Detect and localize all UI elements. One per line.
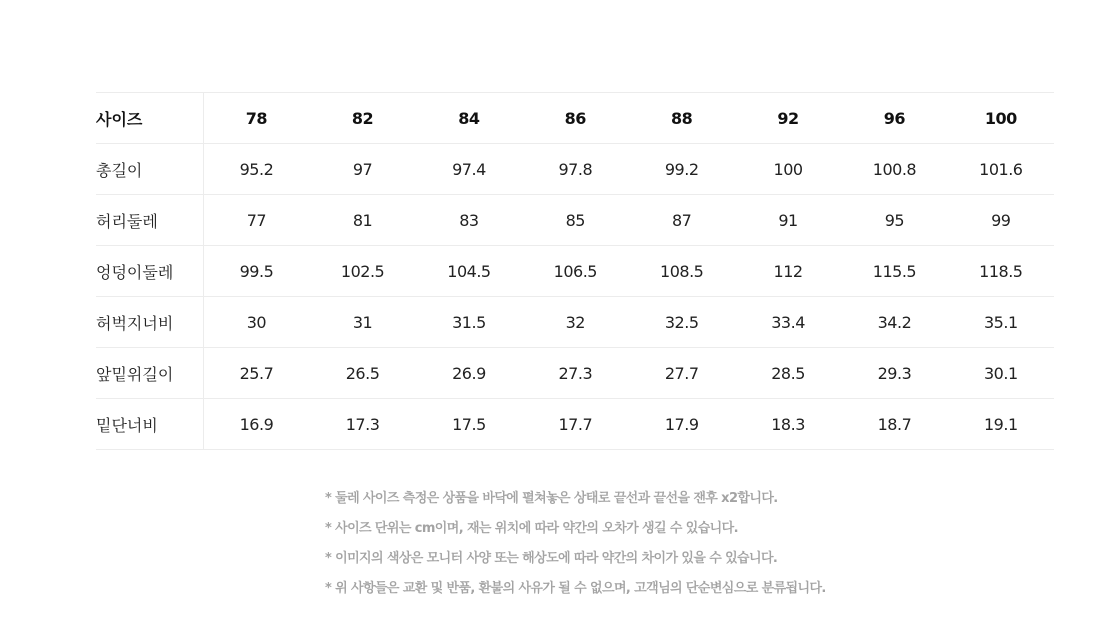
table-cell: 104.5	[416, 246, 522, 297]
table-cell: 32	[522, 297, 628, 348]
note-item: * 둘레 사이즈 측정은 상품을 바닥에 펼쳐놓은 상태로 끝선과 끝선을 잰후 x2합니다.	[325, 491, 778, 506]
size-header-cell: 86	[522, 93, 628, 144]
row-label: 허리둘레	[96, 195, 203, 246]
table-cell: 85	[522, 195, 628, 246]
table-cell: 33.4	[735, 297, 841, 348]
table-cell: 26.9	[416, 348, 522, 399]
table-row	[96, 195, 1054, 246]
size-header-cell: 84	[416, 93, 522, 144]
table-cell: 100.8	[841, 144, 947, 195]
table-cell: 99	[948, 195, 1054, 246]
table-cell: 115.5	[841, 246, 947, 297]
row-label: 총길이	[96, 144, 203, 195]
table-cell: 31.5	[416, 297, 522, 348]
size-header-cell: 100	[948, 93, 1054, 144]
note-item: * 사이즈 단위는 cm이며, 재는 위치에 따라 약간의 오차가 생길 수 있습니다.	[325, 521, 738, 536]
size-header-cell: 96	[841, 93, 947, 144]
table-cell: 18.3	[735, 399, 841, 450]
table-cell: 27.3	[522, 348, 628, 399]
table-cell: 95	[841, 195, 947, 246]
table-row	[96, 348, 1054, 399]
table-header-row	[96, 93, 1054, 144]
table-cell: 27.7	[629, 348, 735, 399]
table-cell: 26.5	[309, 348, 415, 399]
table-cell: 100	[735, 144, 841, 195]
table-row	[96, 246, 1054, 297]
table-cell: 25.7	[203, 348, 309, 399]
size-header-cell: 88	[629, 93, 735, 144]
table-cell: 18.7	[841, 399, 947, 450]
table-cell: 35.1	[948, 297, 1054, 348]
table-cell: 91	[735, 195, 841, 246]
table-cell: 97	[309, 144, 415, 195]
table-cell: 102.5	[309, 246, 415, 297]
table-cell: 87	[629, 195, 735, 246]
table-cell: 106.5	[522, 246, 628, 297]
table-cell: 29.3	[841, 348, 947, 399]
table-cell: 101.6	[948, 144, 1054, 195]
table-row	[96, 297, 1054, 348]
row-label: 허벅지너비	[96, 297, 203, 348]
size-header-cell: 82	[309, 93, 415, 144]
table-cell: 83	[416, 195, 522, 246]
table-cell: 108.5	[629, 246, 735, 297]
table-cell: 30	[203, 297, 309, 348]
table-cell: 77	[203, 195, 309, 246]
table-cell: 118.5	[948, 246, 1054, 297]
size-notes	[325, 484, 826, 604]
table-cell: 30.1	[948, 348, 1054, 399]
table-cell: 17.7	[522, 399, 628, 450]
row-label: 앞밑위길이	[96, 348, 203, 399]
table-cell: 17.5	[416, 399, 522, 450]
table-cell: 99.2	[629, 144, 735, 195]
note-item: * 위 사항들은 교환 및 반품, 환불의 사유가 될 수 없으며, 고객님의 단순변심으로 분류됩니다.	[325, 581, 826, 596]
table-cell: 16.9	[203, 399, 309, 450]
table-cell: 17.9	[629, 399, 735, 450]
table-cell: 31	[309, 297, 415, 348]
row-label: 엉덩이둘레	[96, 246, 203, 297]
table-cell: 95.2	[203, 144, 309, 195]
header-label: 사이즈	[96, 93, 203, 144]
row-label: 밑단너비	[96, 399, 203, 450]
table-cell: 99.5	[203, 246, 309, 297]
table-cell: 112	[735, 246, 841, 297]
table-cell: 34.2	[841, 297, 947, 348]
table-cell: 97.8	[522, 144, 628, 195]
table-cell: 81	[309, 195, 415, 246]
size-chart-table	[96, 92, 1054, 450]
table-cell: 97.4	[416, 144, 522, 195]
size-header-cell: 78	[203, 93, 309, 144]
note-item: * 이미지의 색상은 모니터 사양 또는 해상도에 따라 약간의 차이가 있을 수 있습니다.	[325, 551, 778, 566]
table-row	[96, 399, 1054, 450]
table-cell: 19.1	[948, 399, 1054, 450]
table-row	[96, 144, 1054, 195]
table-cell: 32.5	[629, 297, 735, 348]
size-header-cell: 92	[735, 93, 841, 144]
table-cell: 28.5	[735, 348, 841, 399]
table-cell: 17.3	[309, 399, 415, 450]
